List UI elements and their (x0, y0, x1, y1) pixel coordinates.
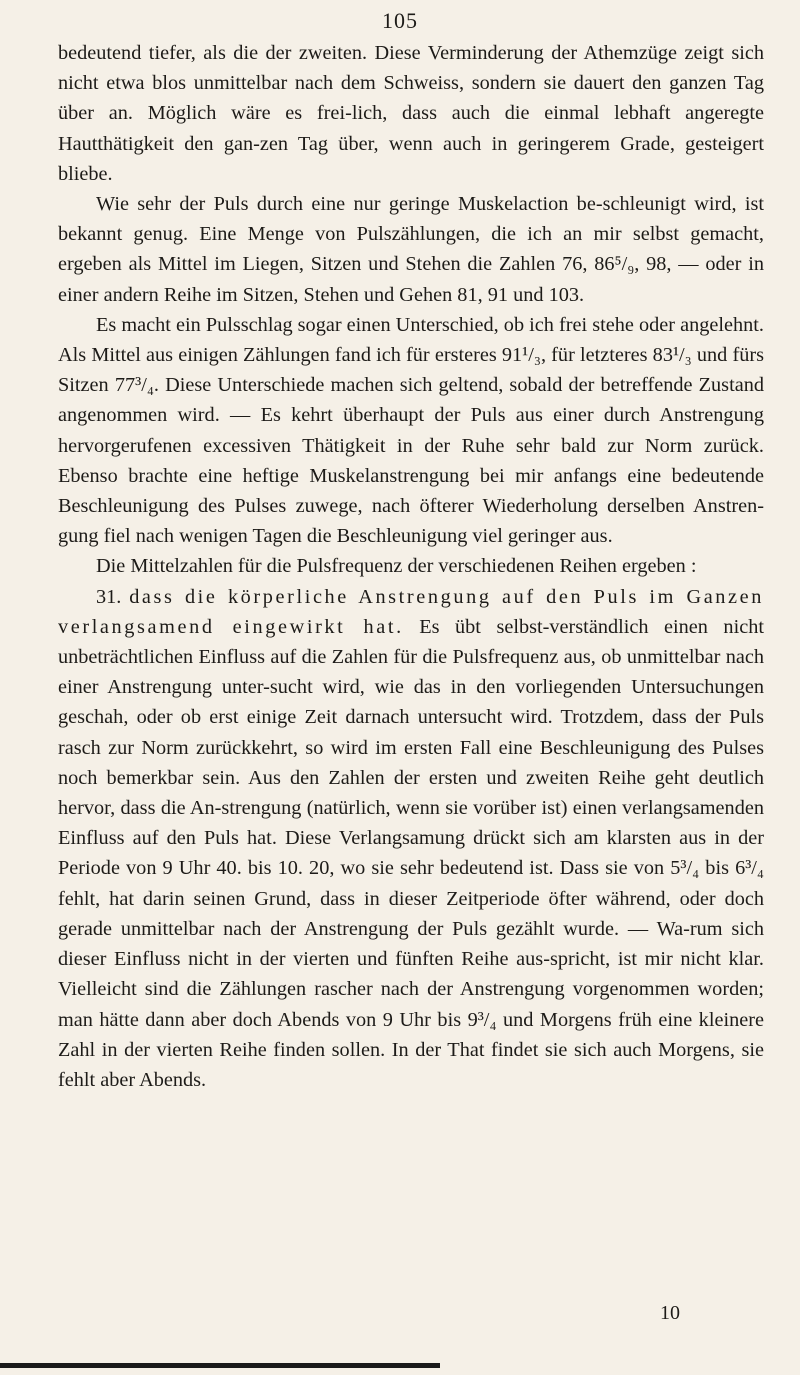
paragraph-continuation: bedeutend tiefer, als die der zweiten. Diese Verminderung der Athemzüge zeigt sich nicht etwa blos unmittelbar nach dem Schweiss, sondern sie dauert den ganzen Tag über an. Möglich wäre es frei-lich, dass auch die einmal lebhaft angeregte Hautthätigkeit den gan-zen Tag über, wenn auch in geringerem Grade, gesteigert bliebe. (58, 42, 764, 185)
finding-number: 31. (96, 585, 122, 608)
finding-text: Es übt selbst-verständlich einen nicht unbeträchtlichen Einfluss auf die Zahlen für die Pulsfrequenz aus, ob unmittelbar nach einer Anstrengung unter-sucht wird, wie das in den vorliegenden Untersuchungen geschah, oder ob erst einige Zeit darnach untersucht wird. Trotzdem, dass der Puls rasch zur Norm zurückkehrt, so wird im ersten Fall eine Beschleunigung des Pulses noch bemerkbar sein. Aus den Zahlen der ersten und zweiten Reihe geht deutlich hervor, dass die An-strengung (natürlich, wenn sie vorüber ist) einen verlangsamenden Einfluss auf den Puls hat. Diese Verlangsamung drückt sich am klarsten aus in der Periode von 9 Uhr 40. bis 10. 20, wo sie sehr bedeutend ist. Dass sie von 5³/₄ bis 6³/₄ fehlt, hat darin seinen Grund, dass in dieser Zeitperiode öfter während, oder doch gerade unmittelbar nach der Anstrengung der Puls gezählt wurde. — Wa-rum sich dieser Einfluss nicht in der vierten und fünften Reihe aus-spricht, ist mir nicht klar. Vielleicht sind die Zählungen rascher nach der Anstrengung vorgenommen worden; man hätte dann aber doch Abends von 9 Uhr bis 9³/₄ und Morgens früh eine kleinere Zahl in der vierten Reihe finden sollen. In der That findet sie sich auch Morgens, sie fehlt aber Abends. (58, 615, 764, 1091)
paragraph-standing-vs-leaning: Es macht ein Pulsschlag sogar einen Unterschied, ob ich frei stehe oder angelehnt. Als Mittel aus einigen Zählungen fand ich für ersteres 91¹/₃, für letzteres 83¹/₃ und fürs Sitzen 77³/₄. Diese Unterschiede machen sich geltend, sobald der betreffende Zustand angenommen wird. — Es kehrt überhaupt der Puls aus einer durch Anstrengung hervorgerufenen excessiven Thätigkeit in der Ruhe sehr bald zur Norm zurück. Ebenso brachte eine heftige Muskelanstrengung bei mir anfangs eine bedeutende Beschleunigung des Pulses zuwege, nach öfterer Wiederholung derselben Anstren-gung fiel nach wenigen Tagen die Beschleunigung viel geringer aus. (58, 313, 764, 548)
finding-emphasis: dass die körperliche Anstrengung auf den Puls im Ganzen verlangsamend eingewirkt hat. (58, 585, 764, 638)
page-number: 105 (382, 8, 418, 33)
finding-31 (58, 582, 764, 1095)
bottom-edge-rule (0, 1363, 440, 1368)
signature-mark: 10 (660, 1302, 680, 1324)
body-text (58, 38, 764, 1095)
paragraph-pulse-frequency: Wie sehr der Puls durch eine nur geringe Muskelaction be-schleunigt wird, ist bekannt genug. Eine Menge von Pulszählungen, die ich an mir selbst gemacht, ergeben als Mittel im Liegen, Sitzen und Stehen die Zahlen 76, 86⁵/₉, 98, — oder in einer andern Reihe im Sitzen, Stehen und Gehen 81, 91 und 103. (58, 193, 764, 306)
paragraph-mean-values: Die Mittelzahlen für die Pulsfrequenz der verschiedenen Reihen ergeben : (96, 555, 697, 578)
